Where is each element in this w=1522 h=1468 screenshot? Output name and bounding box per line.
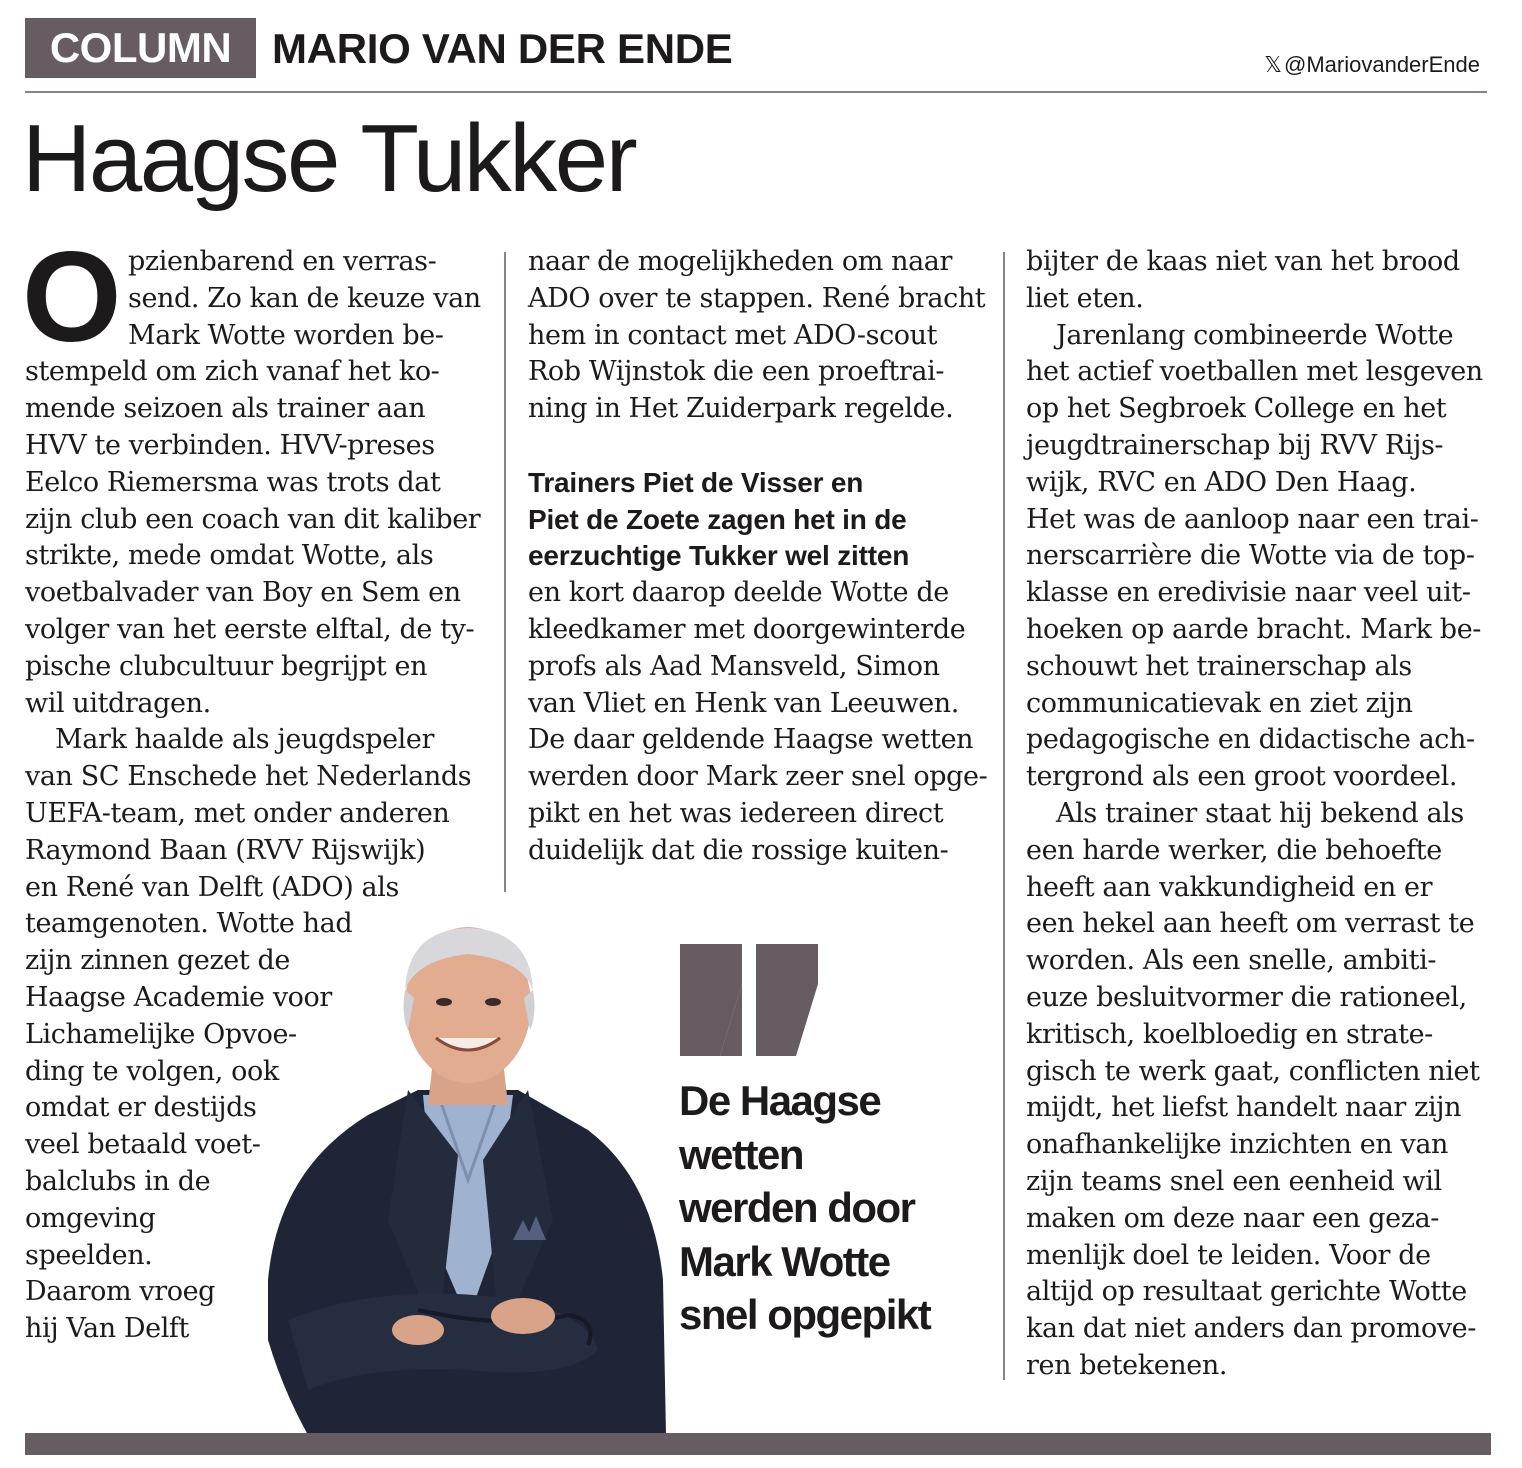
text-line: Als trainer staat hij bekend als (1056, 797, 1464, 829)
footer-rule (25, 1433, 1491, 1455)
text-line: Daarom vroeg (25, 1276, 216, 1308)
text-line: pedagogische en didactische ach- (1026, 724, 1475, 756)
text-line: een harde werker, die behoefte (1026, 834, 1442, 866)
text-line: Raymond Baan (RVV Rijswijk) (25, 834, 426, 866)
pull-quote-line: snel opgepikt (679, 1291, 931, 1338)
article-column-2 (528, 244, 998, 870)
pull-quote-line: De Haagse (679, 1077, 881, 1124)
text-line: zijn teams snel een eenheid wil (1026, 1165, 1442, 1197)
text-line: naar de mogelijkheden om naar (528, 246, 952, 277)
text-line: omgeving (25, 1202, 156, 1234)
text-line: en kort daarop deelde Wotte de (528, 577, 949, 609)
text-line: Jarenlang combineerde Wotte (1056, 319, 1454, 351)
text-line: communicatievak en ziet zijn (1026, 687, 1413, 719)
text-line: ding te volgen, ook (25, 1055, 279, 1087)
text-line: send. Zo kan de keuze van (128, 282, 481, 314)
text-line: menlijk doel te leiden. Voor de (1026, 1239, 1431, 1271)
text-line: strikte, mede omdat Wotte, als (25, 540, 434, 572)
text-line: pikt en het was iedereen direct (528, 797, 944, 829)
text-line: speelden. (25, 1239, 153, 1271)
text-line: balclubs in de (25, 1165, 211, 1197)
author-handle[interactable] (1264, 52, 1480, 78)
text-line: ning in Het Zuiderpark regelde. (528, 393, 954, 425)
quotation-mark-icon (680, 944, 820, 1059)
text-line: wijk, RVC en ADO Den Haag. (1026, 466, 1417, 498)
text-line: profs als Aad Mansveld, Simon (528, 650, 940, 682)
text-line: altijd op resultaat gerichte Wotte (1026, 1276, 1467, 1308)
text-line: nerscarrière die Wotte via de top- (1026, 540, 1475, 572)
text-line: Mark haalde als jeugdspeler (55, 724, 434, 756)
drop-cap: O (22, 226, 120, 369)
text-line: stempeld om zich vanaf het ko- (25, 356, 440, 388)
text-line: van Vliet en Henk van Leeuwen. (528, 687, 959, 719)
text-line: hoeken op aarde bracht. Mark be- (1026, 613, 1481, 645)
text-line: worden. Als een snelle, ambiti- (1026, 945, 1437, 977)
headline: Haagse Tukker (22, 105, 636, 212)
text-line: ADO over te stappen. René bracht (528, 282, 986, 314)
text-line: Eelco Riemersma was trots dat (25, 466, 441, 498)
text-line: Rob Wijnstok die een proeftrai- (528, 356, 945, 388)
text-line: onafhankelijke inzichten en van (1026, 1129, 1448, 1161)
text-line: euze besluitvormer die rationeel, (1026, 981, 1467, 1013)
text-line: Mark Wotte worden be- (128, 319, 444, 351)
text-line: voetbalvader van Boy en Sem en (25, 577, 461, 609)
text-line: ren betekenen. (1026, 1349, 1228, 1381)
column-divider-2 (1003, 252, 1005, 1380)
article-column-3 (1026, 244, 1496, 1385)
pull-quote-line: Mark Wotte (679, 1237, 890, 1285)
portrait-photo-mark-wotte (268, 920, 668, 1435)
text-line: mijdt, het liefst handelt naar zijn (1026, 1092, 1462, 1124)
text-line: maken om deze naar een geza- (1026, 1202, 1440, 1234)
text-line: gisch te werk gaat, conflicten niet (1026, 1055, 1480, 1087)
text-line: wil uitdragen. (25, 687, 211, 719)
text-line: bijter de kaas niet van het brood (1026, 246, 1460, 277)
text-line: schouwt het trainerschap als (1026, 650, 1412, 682)
text-line: volger van het eerste elftal, de ty- (25, 613, 475, 645)
pull-quote (679, 1074, 999, 1342)
text-line: een hekel aan heeft om verrast te (1026, 908, 1475, 940)
text-line: zijn club een coach van dit kaliber (25, 503, 481, 535)
text-line: pzienbarend en verras- (128, 246, 437, 277)
text-line: klasse en eredivisie naar veel uit- (1026, 577, 1471, 609)
text-line: eerzuchtige Tukker wel zitten (528, 540, 910, 572)
column-kicker: COLUMN (25, 18, 256, 78)
text-line: tergrond als een groot voordeel. (1026, 761, 1457, 793)
pull-quote-line: werden door (679, 1184, 915, 1231)
text-line: duidelijk dat die rossige kuiten- (528, 834, 949, 866)
text-line: De daar geldende Haagse wetten (528, 724, 974, 756)
text-line: pische clubcultuur begrijpt en (25, 650, 428, 682)
text-line: teamgenoten. Wotte had (25, 908, 353, 940)
text-line: mende seizoen als trainer aan (25, 393, 426, 425)
text-line: Het was de aanloop naar een trai- (1026, 503, 1479, 535)
text-line: veel betaald voet- (25, 1129, 261, 1161)
text-line: Haagse Academie voor (25, 981, 332, 1013)
text-line: hij Van Delft (25, 1313, 189, 1345)
text-line: liet eten. (1026, 282, 1144, 314)
column-divider-1 (504, 252, 506, 892)
text-line: van SC Enschede het Nederlands (25, 761, 472, 793)
header-rule (25, 91, 1487, 93)
text-line: het actief voetballen met lesgeven (1026, 356, 1483, 388)
text-line: HVV te verbinden. HVV-preses (25, 429, 435, 461)
text-line: UEFA-team, met onder anderen (25, 797, 450, 829)
text-line: hem in contact met ADO-scout (528, 319, 938, 351)
pull-quote-line: wetten (679, 1130, 804, 1178)
text-line: zijn zinnen gezet de (25, 945, 290, 977)
text-line: Piet de Zoete zagen het in de (528, 503, 907, 535)
text-line: kan dat niet anders dan promove- (1026, 1313, 1476, 1345)
text-line: werden door Mark zeer snel opge- (528, 761, 988, 793)
text-line: kritisch, koelbloedig en strate- (1026, 1018, 1433, 1050)
text-line: kleedkamer met doorgewinterde (528, 613, 966, 645)
text-line: jeugdtrainerschap bij RVV Rijs- (1026, 429, 1444, 461)
text-line: heeft aan vakkundigheid en er (1026, 871, 1433, 903)
text-line: omdat er destijds (25, 1092, 257, 1124)
author-name: MARIO VAN DER ENDE (272, 25, 733, 72)
text-line: Trainers Piet de Visser en (528, 466, 864, 498)
text-line: op het Segbroek College en het (1026, 393, 1447, 425)
handle-text: @MariovanderEnde (1284, 52, 1480, 77)
text-line: Lichamelijke Opvoe- (25, 1018, 297, 1050)
x-logo-icon: 𝕏 (1264, 52, 1282, 77)
text-line: en René van Delft (ADO) als (25, 871, 399, 903)
paragraph-spacer (528, 428, 998, 465)
